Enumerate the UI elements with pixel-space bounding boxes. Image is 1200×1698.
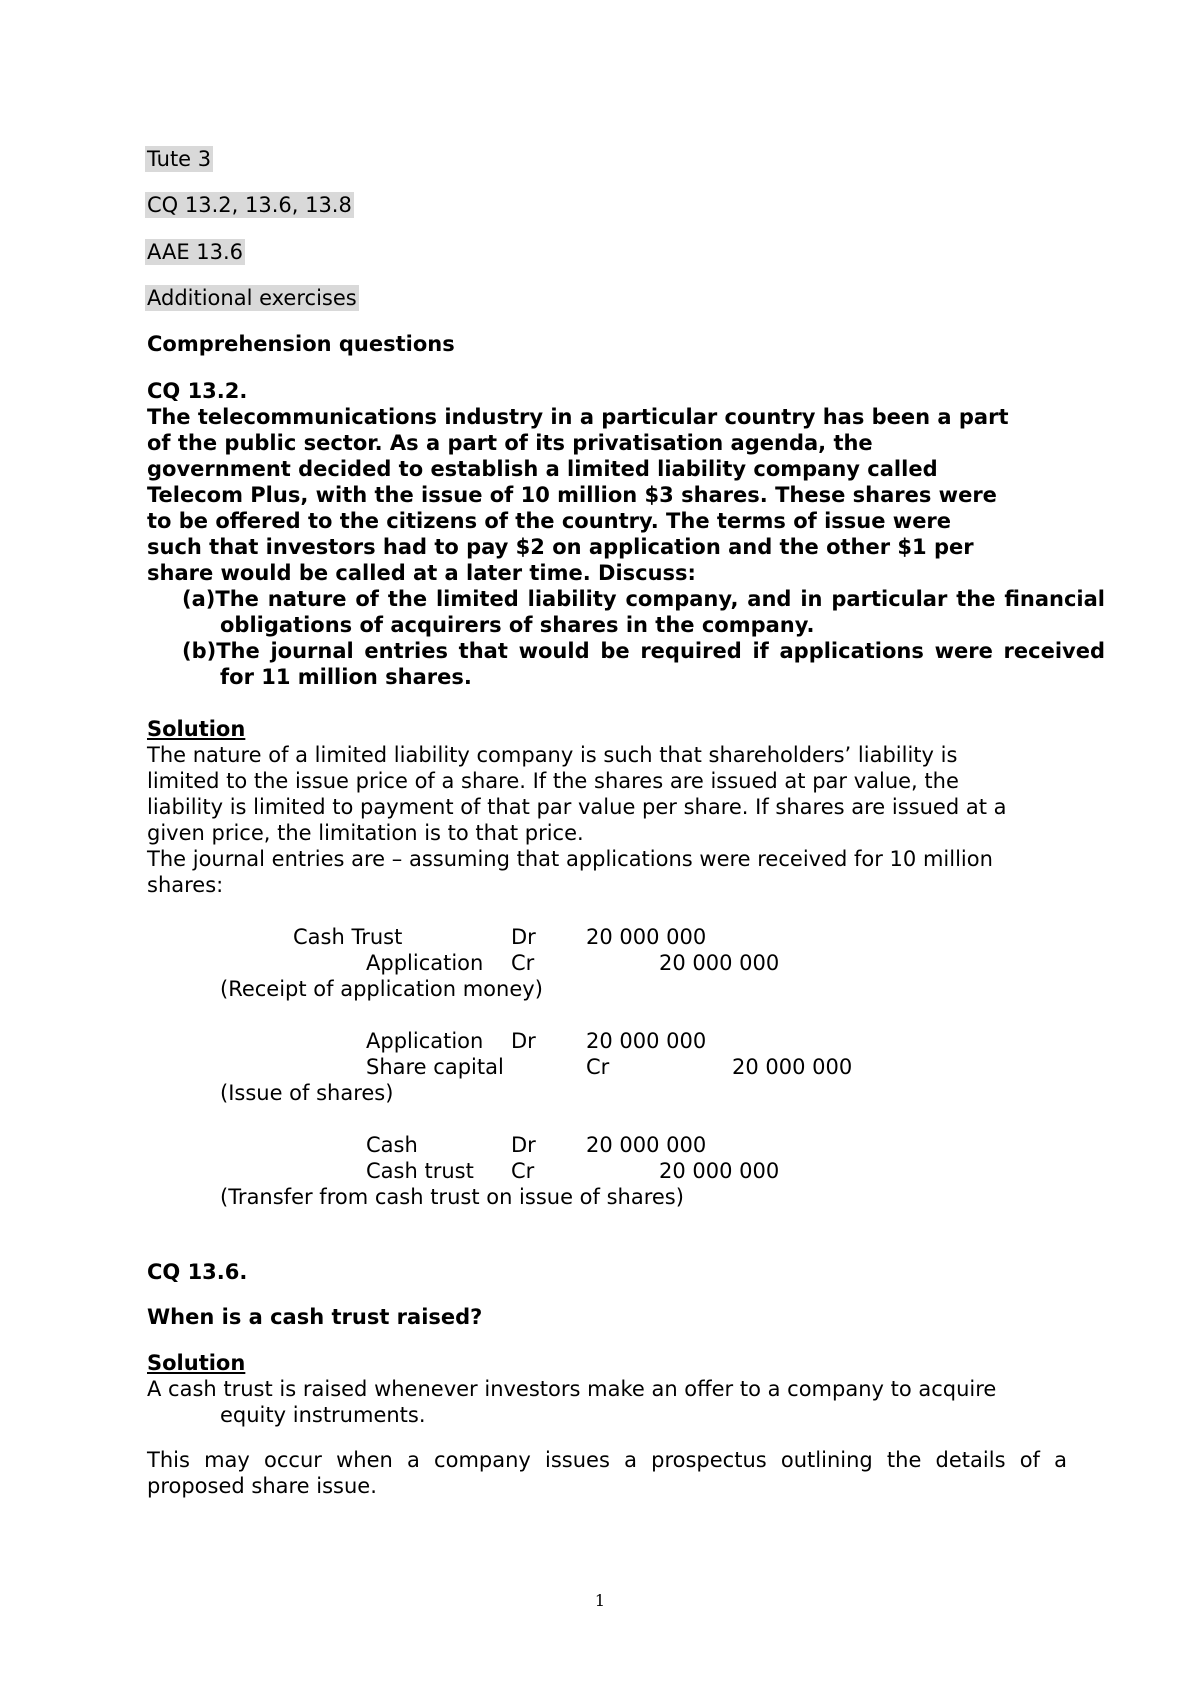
solution-line: The nature of a limited liability company is such that shareholders’ liability is [147,743,958,767]
question-line: Telecom Plus, with the issue of 10 million $3 shares. These shares were [147,483,997,507]
cq-list [147,192,354,218]
cq136-question: When is a cash trust raised? [147,1305,483,1329]
page-number: 1 [594,1591,606,1610]
cq132-question [147,404,1067,586]
section-heading: Comprehension questions [147,332,455,356]
journal-narration: (Issue of shares) [220,1081,394,1105]
journal-side: Cr [511,951,535,975]
journal-account: Share capital [366,1055,504,1079]
solution-line: limited to the issue price of a share. If the shares are issued at par value, the [147,769,959,793]
question-line: government decided to establish a limited liability company called [147,457,938,481]
cq136-solution-heading: Solution [147,1351,246,1375]
answer-line-continued: equity instruments. [220,1403,426,1427]
journal-account: Application [366,951,484,975]
journal-amount: 20 000 000 [586,925,707,949]
solution-line: The journal entries are – assuming that applications were received for 10 million [147,847,993,871]
question-line: such that investors had to pay $2 on application and the other $1 per [147,535,974,559]
journal-amount: 20 000 000 [732,1055,853,1079]
solution-line: shares: [147,873,224,897]
question-line: The telecommunications industry in a particular country has been a part [147,405,1009,429]
journal-side: Dr [511,1133,536,1157]
journal-side: Cr [586,1055,610,1079]
additional-exercises [147,285,359,311]
cq132-solution-heading: Solution [147,717,246,741]
journal-narration: (Transfer from cash trust on issue of shares) [220,1185,684,1209]
question-line: share would be called at a later time. Discuss: [147,561,696,585]
cq132-solution-text [147,742,1067,898]
journal-account: Cash trust [366,1159,474,1183]
question-item-a: (a)The nature of the limited liability company, and in particular the financial obligations of acquirers of shares in the company. [182,587,1105,637]
additional-exercises-text: Additional exercises [147,286,357,310]
journal-amount: 20 000 000 [586,1029,707,1053]
journal-account: Application [366,1029,484,1053]
journal-side: Dr [511,925,536,949]
cq136-label: CQ 13.6. [147,1260,248,1284]
aae-list-text: AAE 13.6 [147,240,244,264]
journal-narration: (Receipt of application money) [220,977,543,1001]
question-item-b: (b)The journal entries that would be required if applications were received for 11 million shares. [182,639,1105,689]
answer-line: A cash trust is raised whenever investors make an offer to a company to acquire [147,1377,997,1401]
journal-account: Cash [366,1133,418,1157]
cq132-label: CQ 13.2. [147,379,248,403]
cq136-answer [147,1376,1077,1428]
journal-side: Cr [511,1159,535,1183]
question-line: of the public sector. As a part of its privatisation agenda, the [147,431,873,455]
journal-account: Cash Trust [293,925,403,949]
cq-list-text: CQ 13.2, 13.6, 13.8 [147,193,352,217]
tute-title-text: Tute 3 [147,147,212,171]
solution-line: liability is limited to payment of that par value per share. If shares are issued at a [147,795,1007,819]
journal-amount: 20 000 000 [659,1159,780,1183]
question-line: to be offered to the citizens of the country. The terms of issue were [147,509,952,533]
cq136-answer-paragraph: This may occur when a company issues a prospectus outlining the details of a proposed share issue. [147,1448,1067,1498]
journal-side: Dr [511,1029,536,1053]
aae-list [147,239,245,265]
journal-amount: 20 000 000 [659,951,780,975]
tute-title [147,146,213,172]
journal-amount: 20 000 000 [586,1133,707,1157]
solution-line: given price, the limitation is to that price. [147,821,584,845]
